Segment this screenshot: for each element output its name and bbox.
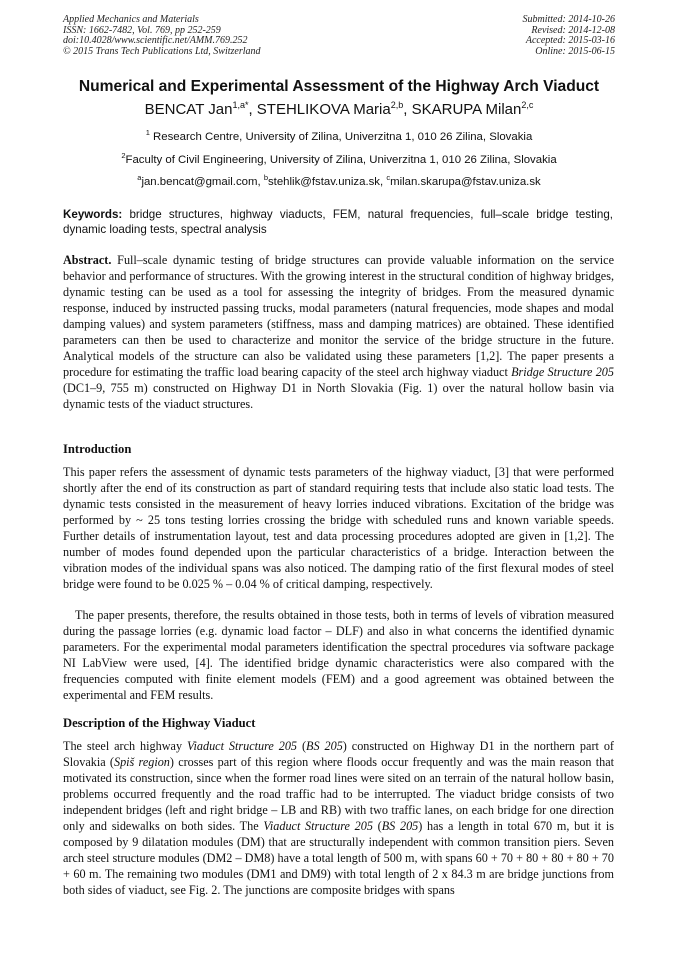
email-address[interactable]: jan.bencat@gmail.com, xyxy=(141,176,264,188)
affiliation-text: Research Centre, University of Zilina, Univerzitna 1, 010 26 Zilina, Slovakia xyxy=(149,131,533,143)
abstract-label: Abstract. xyxy=(63,253,112,267)
email-address[interactable]: milan.skarupa@fstav.uniza.sk xyxy=(390,176,541,188)
author-sup: 2,c xyxy=(521,100,534,110)
description-text: The steel arch highway xyxy=(63,739,187,753)
author-name: STEHLIKOVA Maria xyxy=(256,101,391,118)
section-heading-introduction: Introduction xyxy=(63,442,132,456)
author-list xyxy=(0,101,678,118)
description-italic: BS 205 xyxy=(381,819,419,833)
email-sup: a xyxy=(137,173,142,183)
introduction-paragraph-2: The paper presents, therefore, the results obtained in those tests, both in terms of levels of vibration measured during the passage lorries (e.g. dynamic load factor – DLF) and also in what concerns the identified dynamic parameters. For the experimental modal parameters identification the spectral procedures via software package NI LabView were used, [4]. The identified bridge dynamic characteristics were also compared with the frequencies computed with finite element models (FEM) and a good agreement was obtained between the experimental and FEM results. xyxy=(63,608,614,702)
author-separator: , xyxy=(248,101,257,118)
description-italic: Spiš region xyxy=(113,755,170,769)
email-line xyxy=(0,173,678,188)
email-sup: c xyxy=(386,173,391,183)
journal-issn: ISSN: 1662-7482, Vol. 769, pp 252-259 xyxy=(63,24,221,36)
author-name: BENCAT Jan xyxy=(144,101,233,118)
abstract xyxy=(63,252,614,412)
journal-name: Applied Mechanics and Materials xyxy=(63,14,199,25)
author-separator: , xyxy=(403,101,412,118)
author-sup: 1,a* xyxy=(232,100,249,110)
affiliation-sup: 2 xyxy=(121,151,126,161)
journal-info xyxy=(63,15,261,57)
date-submitted: Submitted: 2014-10-26 xyxy=(522,14,615,25)
author-sup: 2,b xyxy=(390,100,404,110)
keywords xyxy=(63,208,613,237)
email-sup: b xyxy=(263,173,268,183)
description-text: ) has a length in total 670 m, but it is composed by 9 dilatation modules (DM) that are structurally independent with common transition piers. Seven arch steel structure modules (DM2 – DM8) have a total length of 500 m, with spans 60 + 70 + 80 + 80 + 80 + 70 + 60 m. The remaining two modules (DM1 and DM9) with total length of 2 x 84.3 m are bridge junctions from both sides of viaduct, see Fig. 2. The junctions are composite bridges with spans xyxy=(63,819,615,897)
description-italic: Viaduct Structure 205 xyxy=(263,819,373,833)
keywords-text: bridge structures, highway viaducts, FEM, natural frequencies, full–scale bridge testing, dynamic loading tests, spectral analysis xyxy=(63,208,613,236)
paper-title: Numerical and Experimental Assessment of the Highway Arch Viaduct xyxy=(78,78,600,95)
section-heading-description: Description of the Highway Viaduct xyxy=(63,716,256,730)
keywords-label: Keywords: xyxy=(63,208,123,221)
abstract-text: (DC1–9, 755 m) constructed on Highway D1 in North Slovakia (Fig. 1) over the natural hollow basin via dynamic tests of the viaduct structures. xyxy=(63,381,614,411)
journal-doi[interactable]: doi:10.4028/www.scientific.net/AMM.769.252 xyxy=(63,35,248,46)
description-paragraph xyxy=(63,738,614,898)
affiliation-1 xyxy=(0,128,678,143)
introduction-paragraph-1: This paper refers the assessment of dynamic tests parameters of the highway viaduct, [3] that were performed shortly after the end of its construction as part of standard requiring tests that include also static load tests. The dynamic tests consisted in the measurement of heavy lorries induced vibrations. Excitation of the bridge was performed by ~ 25 tons testing lorries crossing the bridge with scheduled runs and known variable speeds. Further details of instrumentation layout, test and data processing procedures adopted are given in [1,2]. The number of modes found depended upon the particular characteristics of a bridge. Interaction between the vibration modes of the individual spans was also noticed. The damping ratio of the first flexural modes of steel bridge were found to be 0.025 % – 0.04 % of critical damping, respectively. xyxy=(63,465,614,591)
date-accepted: Accepted: 2015-03-16 xyxy=(525,35,615,46)
email-address[interactable]: stehlik@fstav.uniza.sk, xyxy=(267,176,387,188)
description-italic: BS 205 xyxy=(306,739,343,753)
description-text: ( xyxy=(297,739,307,753)
author-name: SKARUPA Milan xyxy=(411,101,522,118)
date-online: Online: 2015-06-15 xyxy=(535,45,615,57)
description-text: ) constructed on Highway D1 in the northern part of Slovakia ( xyxy=(63,739,614,769)
abstract-text: Full–scale dynamic testing of bridge structures can provide valuable information on the service behavior and performance of structures. With the growing interest in the structural condition of highway bridges, dynamic testing can be used as a tool for assessing the integrity of bridges. From the measured dynamic response, induced by instructed passing trucks, modal parameters (natural frequencies, mode shapes and modal damping values) and system parameters (stiffness, mass and damping matrices) are obtained. These identified parameters can then be used to characterize and monitor the service of the bridge structure in the future. Analytical models of the structure can also be validated using these parameters [1,2]. The paper presents a procedure for estimating the traffic load bearing capacity of the steel arch highway viaduct xyxy=(63,253,614,379)
affiliation-sup: 1 xyxy=(145,128,150,138)
affiliation-text: Faculty of Civil Engineering, University of Zilina, Univerzitna 1, 010 26 Zilina, Slovakia xyxy=(125,154,557,166)
date-revised: Revised: 2014-12-08 xyxy=(531,24,615,36)
abstract-italic: Bridge Structure 205 xyxy=(511,365,614,379)
affiliation-2 xyxy=(0,151,678,166)
journal-copyright: © 2015 Trans Tech Publications Ltd, Switzerland xyxy=(63,45,261,57)
publication-dates xyxy=(523,15,616,57)
description-italic: Viaduct Structure 205 xyxy=(186,739,298,753)
description-text: ) crosses part of this region where floods occur frequently and was the main reason that motivated its construction, since when the former road lines were sited on an terrain of the natural hollow basin, problems occurred frequently and the road traffic had to be interrupted. The viaduct bridge consists of two independent bridges (left and right bridge – LB and RB) with two traffic lanes, on each bridge for one direction only and sidewalks on both sides. The xyxy=(63,755,614,833)
description-text: ( xyxy=(372,819,382,833)
